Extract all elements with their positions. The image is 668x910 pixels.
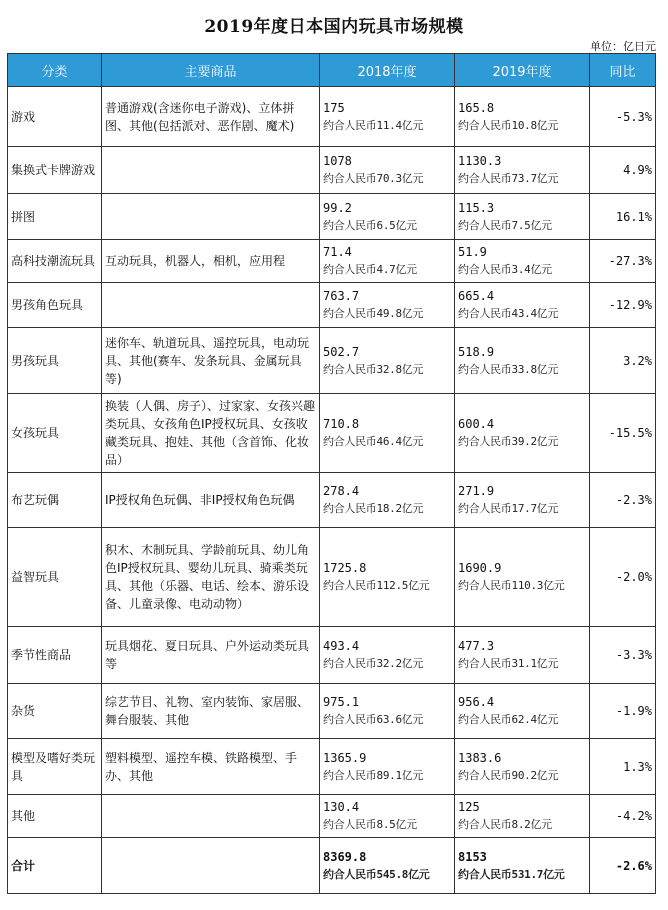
products-cell: 互动玩具，机器人，相机，应用程	[102, 240, 320, 283]
table-row	[8, 528, 656, 627]
table-row	[8, 194, 656, 240]
rmb-2018: 约合人民币32.8亿元	[323, 362, 424, 376]
value-2018: 278.4	[323, 484, 360, 498]
products-cell: 迷你车、轨道玩具、遥控玩具，电动玩具、其他(赛车、发条玩具、金属玩具等)	[102, 328, 320, 394]
yoy-cell: -15.5%	[590, 394, 656, 473]
page-title: 2019年度日本国内玩具市场规模	[204, 17, 464, 37]
rmb-2018: 约合人民币32.2亿元	[323, 657, 424, 670]
value-2018-cell	[320, 795, 455, 838]
value-2018: 1078	[323, 154, 352, 168]
yoy-cell: -1.9%	[590, 684, 656, 739]
table-row	[8, 795, 656, 838]
value-2018-cell	[320, 528, 455, 627]
value-2019-cell	[455, 283, 590, 328]
value-2018-cell	[320, 147, 455, 194]
value-2019: 271.9	[458, 484, 495, 498]
rmb-2019: 约合人民币8.2亿元	[458, 818, 552, 831]
products-cell: 换装（人偶、房子）、过家家、女孩兴趣类玩具、女孩角色IP授权玩具、女孩收藏类玩具、抱娃、其他（含首饰、化妆品）	[102, 394, 320, 473]
value-2018-cell	[320, 394, 455, 473]
total-rmb-2018: 约合人民币545.8亿元	[323, 867, 430, 881]
value-2018: 175	[323, 100, 345, 115]
yoy-cell: 1.3%	[590, 739, 656, 795]
value-2019-cell	[455, 194, 590, 240]
value-2018: 710.8	[323, 417, 360, 431]
products-cell	[102, 283, 320, 328]
rmb-2019: 约合人民币10.8亿元	[458, 118, 559, 132]
header-category: 分类	[8, 54, 102, 87]
yoy-cell: -12.9%	[590, 283, 656, 328]
category-cell: 模型及嗜好类玩具	[8, 739, 102, 795]
value-2019: 665.4	[458, 289, 495, 303]
total-2019-cell	[455, 838, 590, 894]
value-2018-cell	[320, 283, 455, 328]
total-yoy-cell: -2.6%	[590, 838, 656, 894]
products-cell: 普通游戏(含迷你电子游戏)、立体拼图、其他(包括派对、恶作剧、魔术)	[102, 87, 320, 147]
value-2018: 502.7	[323, 344, 360, 359]
yoy-cell: -27.3%	[590, 240, 656, 283]
rmb-2018: 约合人民币18.2亿元	[323, 502, 424, 515]
category-cell: 男孩角色玩具	[8, 283, 102, 328]
table-row	[8, 394, 656, 473]
value-2018-cell	[320, 627, 455, 684]
value-2018: 763.7	[323, 289, 360, 303]
value-2018: 1365.9	[323, 750, 367, 765]
rmb-2018: 约合人民币4.7亿元	[323, 263, 417, 276]
yoy-cell: -3.3%	[590, 627, 656, 684]
rmb-2018: 约合人民币11.4亿元	[323, 118, 424, 132]
value-2018: 1725.8	[323, 561, 367, 575]
value-2019-cell	[455, 394, 590, 473]
value-2019-cell	[455, 473, 590, 528]
rmb-2019: 约合人民币33.8亿元	[458, 362, 559, 376]
table-row	[8, 328, 656, 394]
value-2019: 956.4	[458, 695, 495, 709]
yoy-cell: -2.3%	[590, 473, 656, 528]
value-2018-cell	[320, 87, 455, 147]
products-cell	[102, 795, 320, 838]
category-cell: 男孩玩具	[8, 328, 102, 394]
category-cell: 杂货	[8, 684, 102, 739]
products-cell: 塑料模型、遥控车模、铁路模型、手办、其他	[102, 739, 320, 795]
yoy-cell: 4.9%	[590, 147, 656, 194]
table-row	[8, 684, 656, 739]
rmb-2018: 约合人民币8.5亿元	[323, 818, 417, 831]
value-2018-cell	[320, 194, 455, 240]
total-products-cell	[102, 838, 320, 894]
header-2019: 2019年度	[455, 54, 590, 87]
rmb-2019: 约合人民币90.2亿元	[458, 768, 559, 782]
value-2019: 115.3	[458, 200, 495, 215]
products-cell	[102, 147, 320, 194]
value-2019: 165.8	[458, 100, 495, 115]
value-2019: 1383.6	[458, 750, 502, 765]
rmb-2018: 约合人民币63.6亿元	[323, 713, 424, 726]
category-cell: 女孩玩具	[8, 394, 102, 473]
value-2019-cell	[455, 240, 590, 283]
category-cell: 高科技潮流玩具	[8, 240, 102, 283]
value-2019-cell	[455, 528, 590, 627]
value-2019-cell	[455, 795, 590, 838]
yoy-cell: -4.2%	[590, 795, 656, 838]
value-2019-cell	[455, 684, 590, 739]
value-2019-cell	[455, 627, 590, 684]
products-cell: 综艺节目、礼物、室内装饰、家居服、舞台服装、其他	[102, 684, 320, 739]
rmb-2019: 约合人民币39.2亿元	[458, 435, 559, 448]
value-2018-cell	[320, 240, 455, 283]
value-2019-cell	[455, 87, 590, 147]
value-2018-cell	[320, 684, 455, 739]
rmb-2018: 约合人民币46.4亿元	[323, 435, 424, 448]
table-row	[8, 87, 656, 147]
category-cell: 布艺玩偶	[8, 473, 102, 528]
total-label-cell: 合计	[8, 838, 102, 894]
rmb-2018: 约合人民币112.5亿元	[323, 579, 430, 592]
header-row	[8, 54, 656, 87]
value-2019-cell	[455, 739, 590, 795]
total-value-2018: 8369.8	[323, 849, 367, 864]
header-products: 主要商品	[102, 54, 320, 87]
total-2018-cell	[320, 838, 455, 894]
rmb-2019: 约合人民币43.4亿元	[458, 307, 559, 320]
table-row	[8, 147, 656, 194]
category-cell: 其他	[8, 795, 102, 838]
value-2018: 975.1	[323, 695, 360, 709]
value-2018: 71.4	[323, 245, 352, 259]
rmb-2019: 约合人民币31.1亿元	[458, 657, 559, 670]
total-row	[8, 838, 656, 894]
unit-label: 单位：亿日元	[590, 40, 656, 53]
total-value-2019: 8153	[458, 849, 487, 864]
value-2019: 1690.9	[458, 561, 502, 575]
rmb-2019: 约合人民币110.3亿元	[458, 579, 565, 592]
rmb-2019: 约合人民币73.7亿元	[458, 172, 559, 185]
rmb-2018: 约合人民币70.3亿元	[323, 172, 424, 185]
value-2019-cell	[455, 328, 590, 394]
category-cell: 集换式卡牌游戏	[8, 147, 102, 194]
yoy-cell: -5.3%	[590, 87, 656, 147]
table-row	[8, 739, 656, 795]
rmb-2019: 约合人民币62.4亿元	[458, 713, 559, 726]
value-2019: 125	[458, 800, 480, 814]
value-2018: 99.2	[323, 200, 352, 215]
total-rmb-2019: 约合人民币531.7亿元	[458, 867, 565, 881]
value-2019: 518.9	[458, 344, 495, 359]
yoy-cell: 3.2%	[590, 328, 656, 394]
category-cell: 拼图	[8, 194, 102, 240]
rmb-2018: 约合人民币89.1亿元	[323, 768, 424, 782]
value-2019-cell	[455, 147, 590, 194]
table-row	[8, 473, 656, 528]
value-2019: 477.3	[458, 639, 495, 653]
category-cell: 益智玩具	[8, 528, 102, 627]
value-2019: 600.4	[458, 417, 495, 431]
header-yoy: 同比	[590, 54, 656, 87]
value-2019: 1130.3	[458, 154, 502, 168]
category-cell: 游戏	[8, 87, 102, 147]
rmb-2018: 约合人民币49.8亿元	[323, 307, 424, 320]
market-size-table	[7, 53, 656, 894]
rmb-2019: 约合人民币17.7亿元	[458, 502, 559, 515]
products-cell	[102, 194, 320, 240]
rmb-2018: 约合人民币6.5亿元	[323, 218, 417, 232]
value-2018-cell	[320, 328, 455, 394]
value-2018-cell	[320, 473, 455, 528]
header-2018: 2018年度	[320, 54, 455, 87]
value-2018-cell	[320, 739, 455, 795]
rmb-2019: 约合人民币3.4亿元	[458, 263, 552, 276]
value-2018: 130.4	[323, 800, 360, 814]
rmb-2019: 约合人民币7.5亿元	[458, 218, 552, 232]
table-row	[8, 240, 656, 283]
value-2019: 51.9	[458, 245, 487, 259]
products-cell: IP授权角色玩偶、非IP授权角色玩偶	[102, 473, 320, 528]
products-cell: 积木、木制玩具、学龄前玩具、幼儿角色IP授权玩具、婴幼儿玩具、骑乘类玩具、其他（乐器、电话、绘本、游乐设备、儿童录像、电动动物）	[102, 528, 320, 627]
products-cell: 玩具烟花、夏日玩具、户外运动类玩具等	[102, 627, 320, 684]
yoy-cell: 16.1%	[590, 194, 656, 240]
table-row	[8, 627, 656, 684]
yoy-cell: -2.0%	[590, 528, 656, 627]
table-row	[8, 283, 656, 328]
category-cell: 季节性商品	[8, 627, 102, 684]
value-2018: 493.4	[323, 639, 360, 653]
